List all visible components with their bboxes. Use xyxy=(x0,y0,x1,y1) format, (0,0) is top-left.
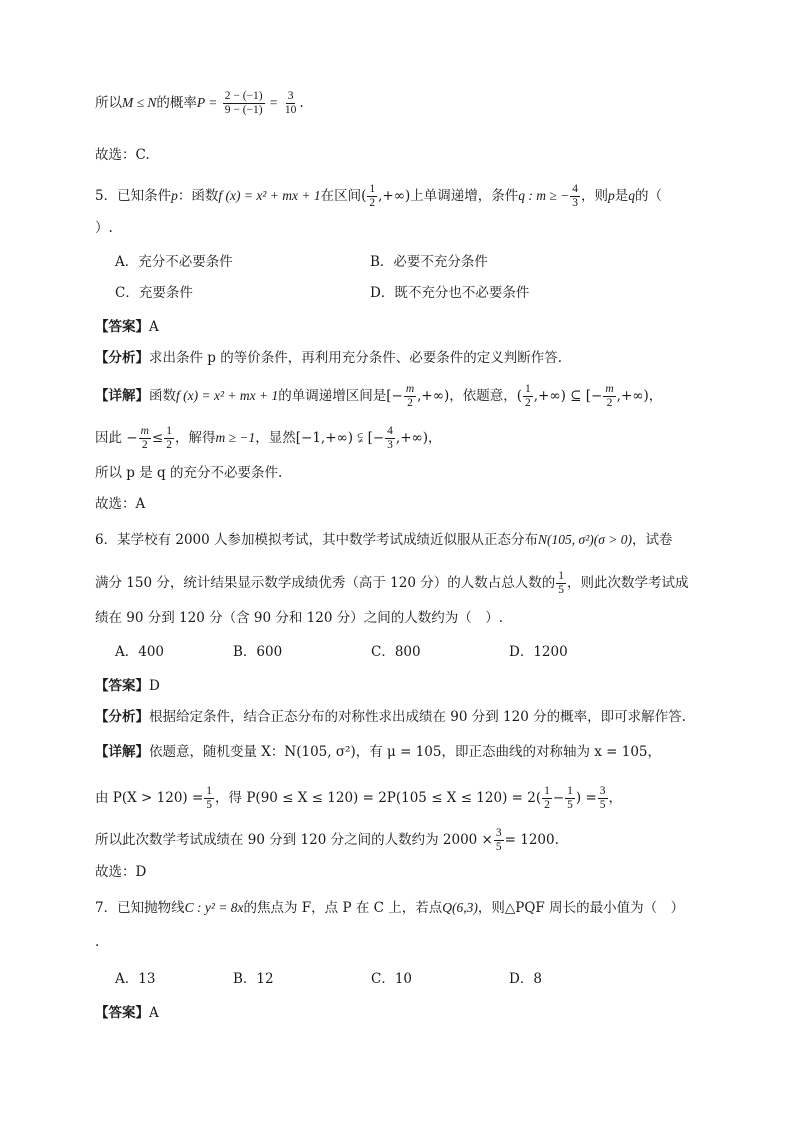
q6-stem-3: 绩在 90 分到 120 分（含 90 分和 120 分）之间的人数约为（ ）. xyxy=(95,610,504,626)
q5-stem: 5．已知条件p：函数f (x) = x² + mx + 1在区间( $\frac{1}{2}$ ,+∞)上单调递增，条件q : m ≥ − $\frac{4}{3}$ ，则p是q的（ xyxy=(95,183,662,209)
q5-option-c: C．充要条件 xyxy=(115,285,193,301)
q7-option-d: D．8 xyxy=(509,971,542,987)
text: 所以 xyxy=(95,95,122,111)
probability-line xyxy=(95,90,304,117)
q6-analysis: 【分析】根据给定条件，结合正态分布的对称性求出成绩在 90 分到 120 分的概率，即可求解作答. xyxy=(95,709,686,725)
q6-stem-2: 满分 150 分，统计结果显示数学成绩优秀（高于 120 分）的人数占总人数的 $\frac{1}{5}$ ，则此次数学考试成 xyxy=(95,570,689,596)
q6-option-a: A．400 xyxy=(115,644,165,660)
q5-stem-cont: ）. xyxy=(95,220,113,236)
prev-answer: 故选：C. xyxy=(95,147,150,163)
q7-answer: 【答案】A xyxy=(95,1005,159,1021)
fraction: $\frac{1}{2}$ xyxy=(369,183,376,209)
q7-option-b: B．12 xyxy=(233,971,274,987)
equals: = xyxy=(269,95,278,110)
q7-stem: 7．已知抛物线C : y² = 8x的焦点为 F，点 P 在 C 上，若点Q(6,3)，则△PQF 周长的最小值为（ ） xyxy=(95,900,685,916)
q6-answer: 【答案】D xyxy=(95,678,160,694)
q6-option-d: D．1200 xyxy=(509,644,568,660)
q5-detail-2: 因此 − $\frac{m}{2}$ ≤ $\frac{1}{2}$ ，解得m ≥ −1，显然[−1,+∞) ⫋ [− $\frac{4}{3}$ ,+∞)， xyxy=(95,425,442,451)
q5-detail-3: 所以 p 是 q 的充分不必要条件. xyxy=(95,465,283,481)
q5-option-b: B．必要不充分条件 xyxy=(370,254,488,270)
q5-detail-1: 【详解】函数f (x) = x² + mx + 1的单调递增区间是[− $\frac{m}{2}$ ,+∞)，依题意，( $\frac{1}{2}$ ,+∞) ⊆ [− $\frac{m}{2}$ ,+∞)， xyxy=(95,383,663,409)
q6-detail-2: 由 P(X > 120) = $\frac{1}{5}$ ，得 P(90 ≤ X ≤ 120) = 2P(105 ≤ X ≤ 120) = 2( $\frac{1}{2}$ − $\frac{1}{5}$ ) = $\frac{3}{5}$ ， xyxy=(95,785,623,811)
q6-stem-1: 6．某学校有 2000 人参加模拟考试，其中数学考试成绩近似服从正态分布N(105, σ²)(σ > 0)，试卷 xyxy=(95,532,673,548)
fraction: $\frac{3}{10}$ xyxy=(284,90,297,116)
math-p: P = xyxy=(196,95,218,110)
q7-option-c: C．10 xyxy=(371,971,413,987)
fraction: $\frac{2 - (-1)}{9 - (-1)}$ xyxy=(224,90,263,116)
q5-option-a: A．充分不必要条件 xyxy=(115,254,233,270)
period: . xyxy=(299,95,304,111)
q6-detail-1: 【详解】依题意，随机变量 X：N(105, σ²)，有 μ = 105，即正态曲线的对称轴为 x = 105， xyxy=(95,744,662,760)
q7-option-a: A．13 xyxy=(115,971,156,987)
q6-final: 故选：D xyxy=(95,864,147,880)
q6-detail-3: 所以此次数学考试成绩在 90 分到 120 分之间的人数约为 2000 × $\frac{3}{5}$ = 1200. xyxy=(95,827,559,853)
q7-stem-cont: . xyxy=(95,934,100,950)
q6-option-c: C．800 xyxy=(371,644,421,660)
q6-option-b: B．600 xyxy=(233,644,283,660)
fraction: $\frac{4}{3}$ xyxy=(572,183,578,209)
q5-option-d: D．既不充分也不必要条件 xyxy=(370,285,530,301)
q5-final: 故选：A xyxy=(95,496,146,512)
math-ineq: M ≤ N xyxy=(122,95,157,110)
q5-analysis: 【分析】求出条件 p 的等价条件，再利用充分条件、必要条件的定义判断作答. xyxy=(95,350,563,366)
text: 的概率 xyxy=(156,95,197,111)
q5-answer: 【答案】A xyxy=(95,319,159,335)
